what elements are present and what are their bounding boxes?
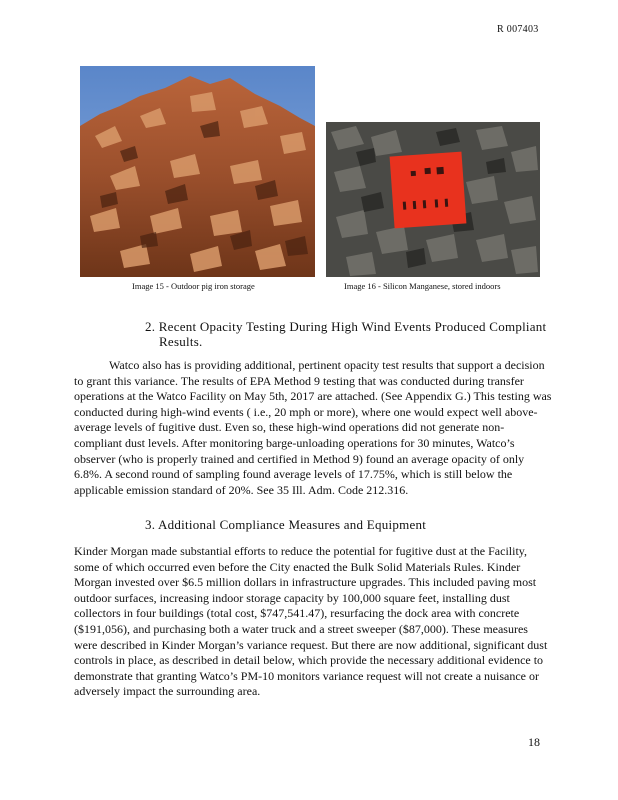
- image-16-caption: Image 16 - Silicon Manganese, stored indoors: [344, 281, 501, 291]
- section-2-heading-line1: 2. Recent Opacity Testing During High Wind Events Produced Compliant: [145, 319, 547, 334]
- silicon-manganese-photo: [326, 122, 540, 277]
- document-id: R 007403: [497, 24, 539, 35]
- section-3-heading: 3. Additional Compliance Measures and Equipment: [145, 517, 427, 532]
- pig-iron-photo: [80, 66, 315, 277]
- section-2-heading-line2: Results.: [159, 334, 203, 349]
- page-number: 18: [528, 735, 540, 749]
- section-2-paragraph: Watco also has is providing additional, pertinent opacity test results that support a decision to grant this variance. The results of EPA Method 9 testing that was conducted during transfer operations at the Watco Facility on May 5th, 2017 are attached. (See Appendix G.) This testing was conducted during high-wind events ( i.e., 20 mph or more), where one would expect well above-average levels of fugitive dust. Even so, these high-wind operations did not generate non-compliant dust levels. After monitoring barge-unloading operations for 30 minutes, Watco’s observer (who is properly trained and certified in Method 9) found an average opacity of only 6.8%. A second round of sampling found average levels of 17.75%, which is still below the applicable emission standard of 20%. See 35 Ill. Adm. Code 212.316.: [74, 358, 552, 497]
- section-3-paragraph: Kinder Morgan made substantial efforts to reduce the potential for fugitive dust at the Facility, some of which occurred even before the City enacted the Bulk Solid Materials Rules. Kinder Morgan invested over $6.5 million dollars in infrastructure upgrades. This included paving most outdoor surfaces, increasing indoor storage capacity by 100,000 square feet, installing dust collectors in four buildings (total cost, $747,541.47), resurfacing the dock area with concrete ($191,056), and purchasing both a water truck and a street sweeper ($87,000). These measures were described in Kinder Morgan’s variance request. But there are now additional, significant dust controls in place, as described in detail below, which provide the necessary additional evidence to demonstrate that granting Watco’s PM-10 monitors variance request will not create a nuisance or adversely impact the surrounding area.: [74, 544, 548, 699]
- image-15-caption: Image 15 - Outdoor pig iron storage: [132, 281, 255, 291]
